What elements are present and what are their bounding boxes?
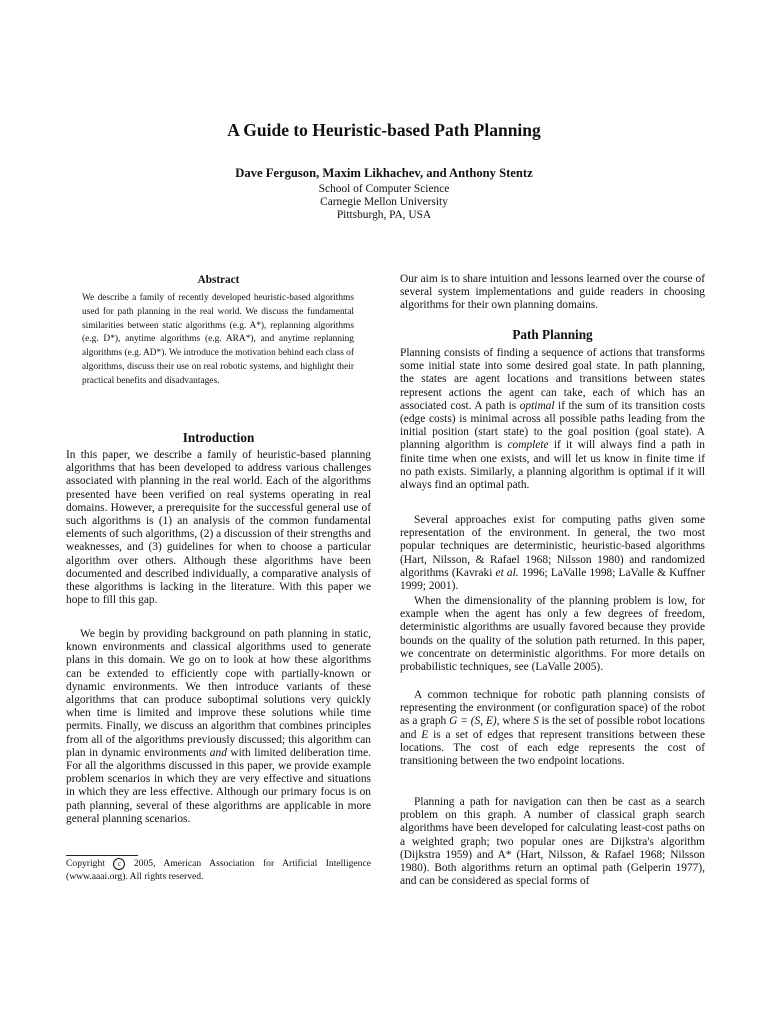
paper-authors: Dave Ferguson, Maxim Likhachev, and Anthony Stentz: [235, 166, 533, 180]
introduction-paragraph-3: Our aim is to share intuition and lessons learned over the course of several system implementations and guide readers in choosing algorithms for their own planning domains.: [400, 273, 705, 312]
path-planning-heading: Path Planning: [512, 327, 593, 342]
footnote-rule: [66, 855, 138, 856]
paper-title: A Guide to Heuristic-based Path Planning: [227, 120, 541, 140]
introduction-paragraph-2: We begin by providing background on path planning in static, known environments and classical algorithms used to generate plans in this domain. We go on to look at how these algorithms can be extended to efficiently cope with partially-known or dynamic environments. We then introduce variants of these algorithms that can produce suboptimal solutions very quickly when time is limited and improve these solutions while time permits. Finally, we discuss an algorithm that combines principles from all of the algorithms previously discussed; this algorithm can plan in dynamic environments and with limited deliberation time. For all the algorithms discussed in this paper, we provide example problem scenarios in which they are very effective and situations in which they are less effective. Although our primary focus is on path planning, several of these algorithms are applicable in more general planning scenarios.: [66, 628, 371, 825]
copyright-symbol: c: [113, 858, 125, 870]
abstract-text: We describe a family of recently developed heuristic-based algorithms used for path planning in the real world. We discuss the fundamental similarities between static algorithms (e.g. A*), replanning algorithms (e.g. D*), anytime algorithms (e.g. ARA*), and anytime replanning algorithms (e.g. AD*). We introduce the motivation behind each class of algorithms, discuss their use on real robotic systems, and highlight their practical benefits and disadvantages.: [82, 293, 354, 386]
introduction-paragraph-1: In this paper, we describe a family of heuristic-based planning algorithms that has been developed to address various challenges associated with planning in the real world. Each of the algorithms presented have been verified on real systems operating in real domains. However, a prerequisite for the successful general use of such algorithms is (1) an analysis of the common fundamental elements of such algorithms, (2) a discussion of their strengths and weaknesses, and (3) guidelines for when to choose a particular algorithm over others. Although these algorithms have been documented and described individually, a comparative analysis of these algorithms is lacking in the literature. With this paper we hope to fill this gap.: [66, 449, 371, 607]
path-planning-paragraph-3: When the dimensionality of the planning problem is low, for example when the agent has only a few degrees of freedom, deterministic algorithms are usually favored because they provide bounds on the quality of the solution path returned. In this paper, we concentrate on deterministic algorithms. For more details on probabilistic techniques, see (LaValle 2005).: [400, 595, 705, 674]
affiliation-school: School of Computer Science: [318, 183, 450, 195]
path-planning-paragraph-5: Planning a path for navigation can then be cast as a search problem on this graph. A number of classical graph search algorithms have been developed for calculating least-cost paths on a weighted graph; two popular ones are Dijkstra's algorithm (Dijkstra 1959) and A* (Hart, Nilsson, & Rafael 1968; Nilsson 1980). Both algorithms return an optimal path (Gelperin 1977), and can be considered as special forms of: [400, 796, 705, 888]
affiliation-university: Carnegie Mellon University: [320, 196, 448, 208]
path-planning-paragraph-4: A common technique for robotic path planning consists of representing the environment (or configuration space) of the robot as a graph G = (S, E), where S is the set of possible robot locations and E is a set of edges that represent transitions between these locations. The cost of each edge represents the cost of transitioning between the two endpoint locations.: [400, 689, 706, 768]
path-planning-paragraph-1: Planning consists of finding a sequence of actions that transforms some initial state into some desired goal state. In path planning, the states are agent locations and transitions between states represent actions the agent can take, each of which has an associated cost. A path is optimal if the sum of its transition costs (edge costs) is minimal across all possible paths leading from the initial position (start state) to the goal position (goal state). A planning algorithm is complete if it will always find a path in finite time when one exists, and will let us know in finite time if no path exists. Similarly, a planning algorithm is optimal if it will always find an optimal path.: [400, 347, 706, 492]
path-planning-paragraph-2: Several approaches exist for computing paths given some representation of the environment. In general, the two most popular techniques are deterministic, heuristic-based algorithms (Hart, Nilsson, & Rafael 1968; Nilsson 1980) and randomized algorithms (Kavraki et al. 1996; LaValle 1998; LaValle & Kuffner 1999; 2001).: [400, 514, 705, 593]
copyright-footnote: Copyright c 2005, American Association for Artificial Intelligence (www.aaai.org). All rights reserved.: [66, 858, 371, 882]
introduction-heading: Introduction: [182, 430, 255, 445]
affiliation-location: Pittsburgh, PA, USA: [336, 209, 432, 221]
abstract-heading: Abstract: [197, 274, 240, 286]
